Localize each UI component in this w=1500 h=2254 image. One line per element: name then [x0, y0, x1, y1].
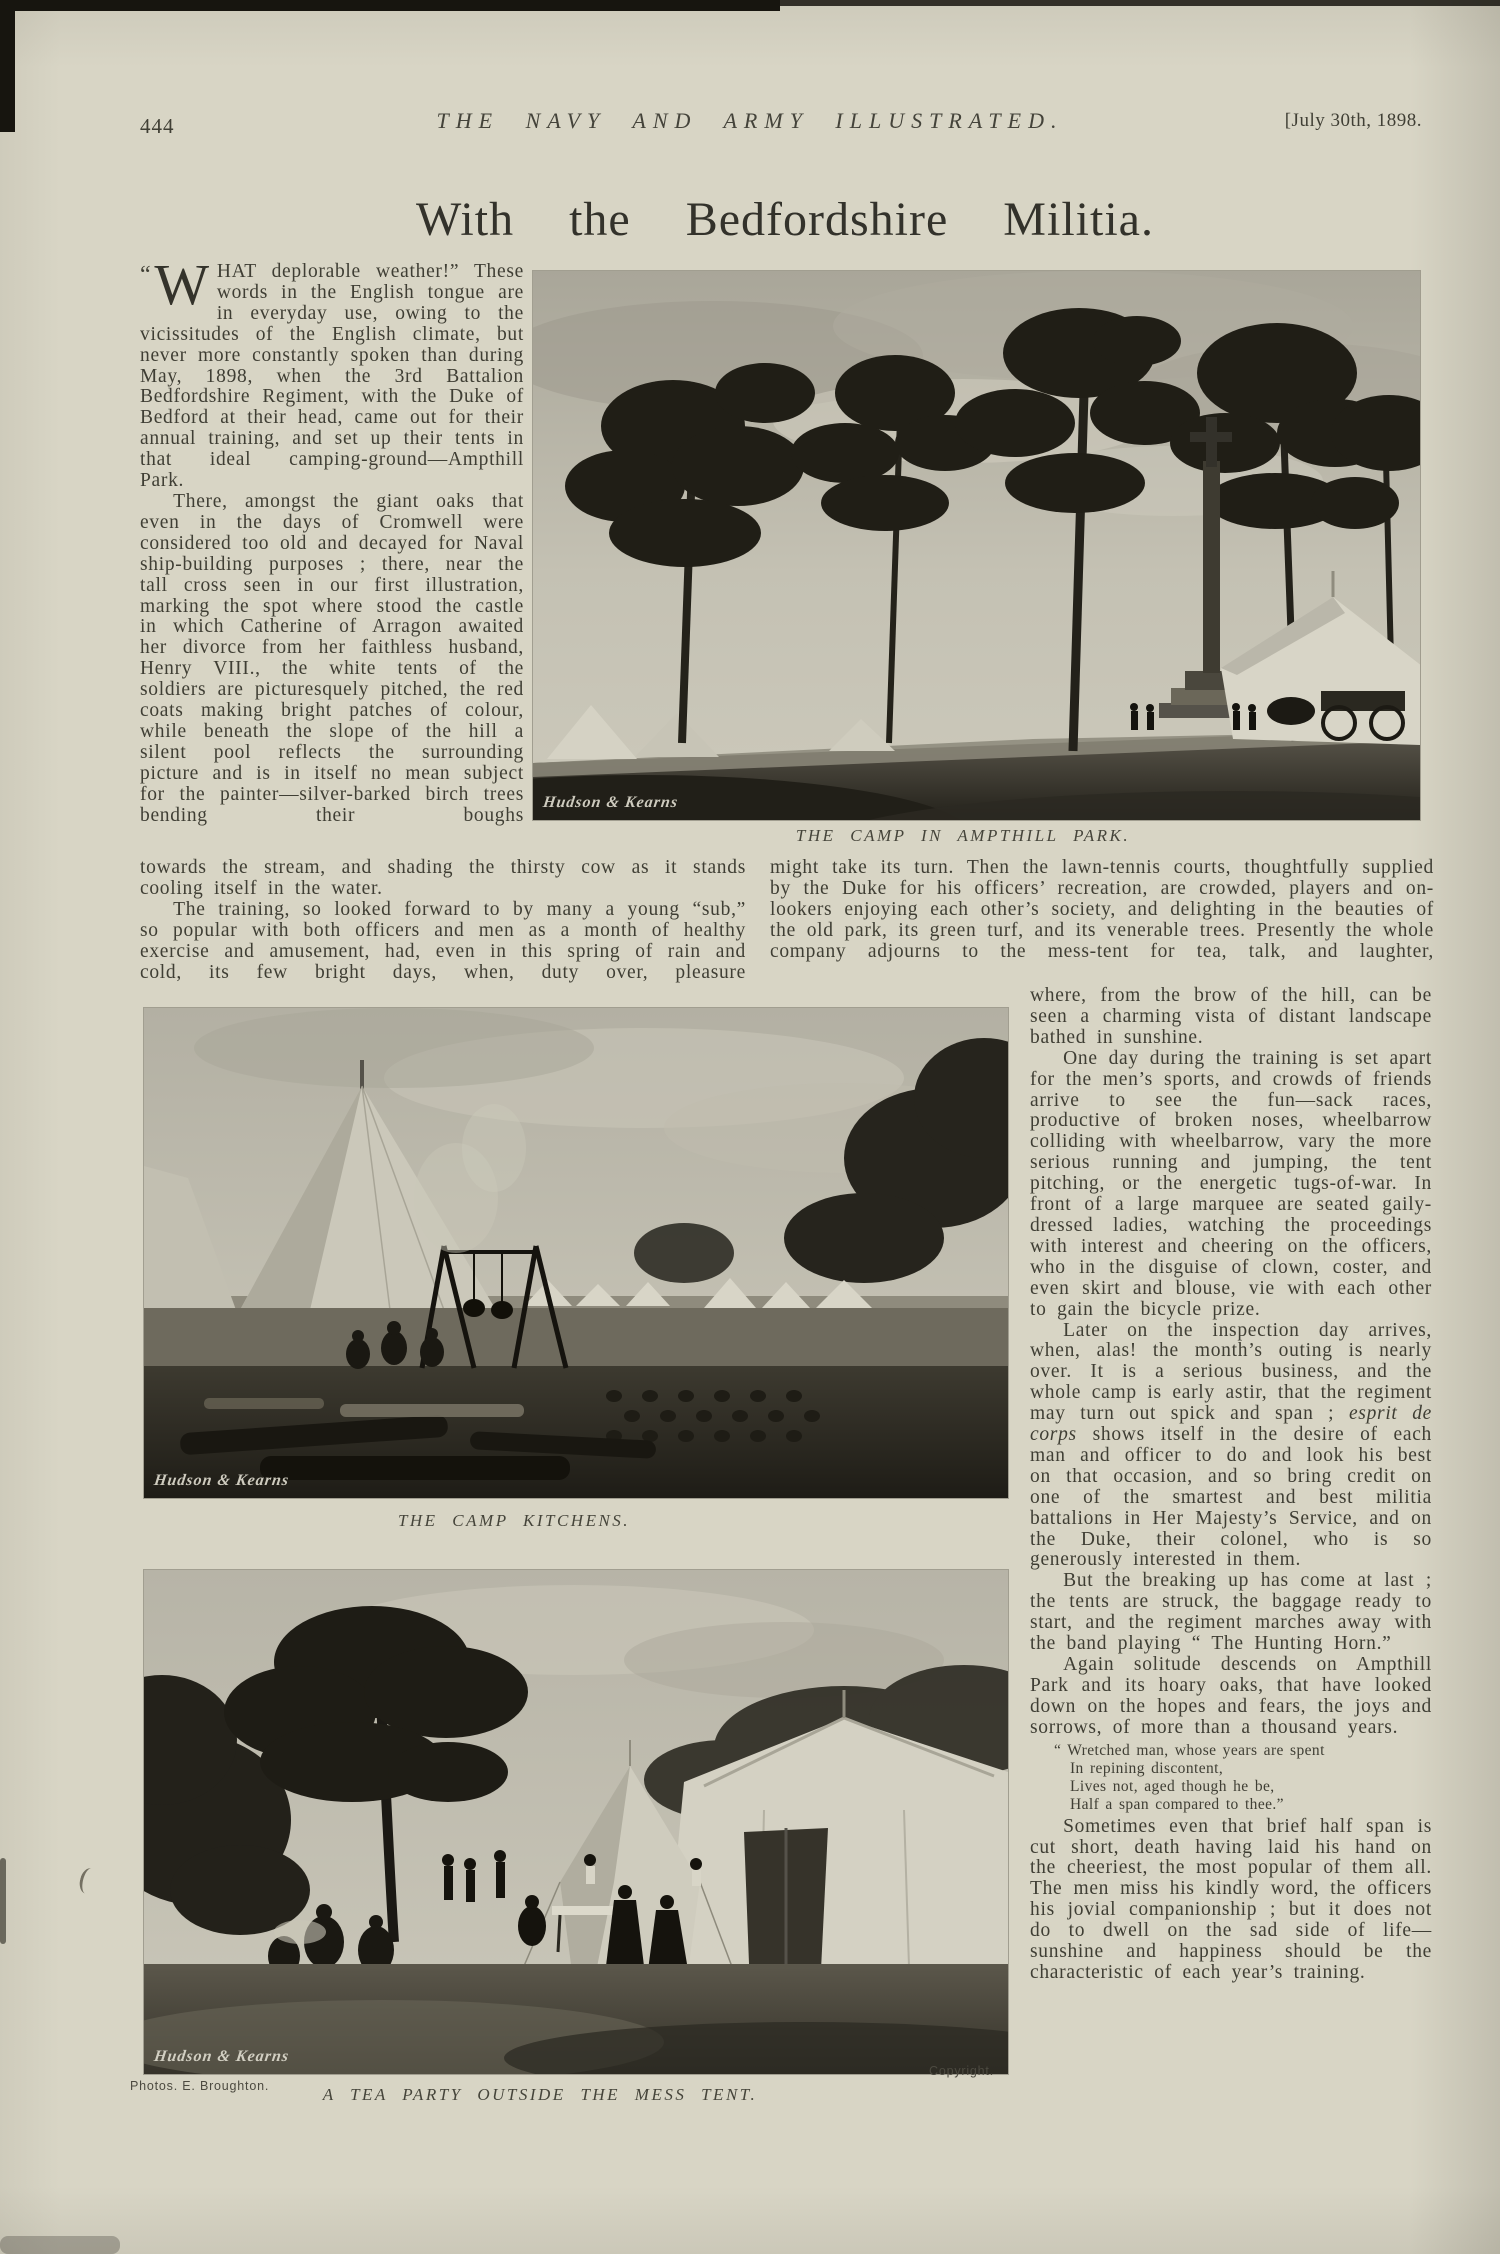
- opening-quote: “: [140, 262, 152, 288]
- article-paragraph: where, from the brow of the hill, can be seen a charming vista of distant landscape bathed in sunshine.: [1030, 985, 1432, 1048]
- drop-cap: W: [154, 252, 210, 317]
- article-column-left: [140, 252, 524, 826]
- photographer-watermark: Hudson & Kearns: [541, 794, 680, 811]
- article-paragraph: Again solitude descends on Ampthill Park and its hoary oaks, that have looked down on the hopes and fears, the joys and sorrows, of more than a thousand years.: [1030, 1654, 1432, 1738]
- article-paragraph: [1030, 1321, 1432, 1572]
- article-paragraph: towards the stream, and shading the thirsty cow as it stands cooling itself in the water.: [140, 857, 746, 899]
- article-paragraph: [140, 252, 524, 492]
- scan-artifact-left-smudge: [0, 1858, 6, 1944]
- poem-line: Lives not, aged though he be,: [1070, 1777, 1275, 1795]
- article-paragraph: The training, so looked forward to by many a young “sub,” so popular with both officers and men as a month of healthy exercise and amusement, had, even in this spring of rain and cold, its few bright days, when, duty over, pleasure: [140, 898, 746, 983]
- photographer-watermark: Hudson & Kearns: [152, 1472, 291, 1489]
- photo-tea-party: [144, 1570, 1008, 2074]
- photo-camp-in-ampthill-park: [533, 271, 1420, 820]
- paragraph-text: shows itself in the desire of each man and officer to do and look his best on that occasion, and so bring credit on one of the smartest and best militia battalions in Her Majesty’s Service, and on the Duke, their colonel, who is so generously interested in them.: [1030, 1424, 1432, 1571]
- scan-artifact-pen-mark: [77, 1866, 100, 1895]
- issue-date: [July 30th, 1898.: [1284, 110, 1422, 131]
- scan-artifact-left-edge: [0, 0, 15, 132]
- poem-line: Half a span compared to thee.”: [1070, 1795, 1284, 1813]
- article-paragraph: might take its turn. Then the lawn-tennis courts, thoughtfully supplied by the Duke for his officers’ recreation, are crowded, players and on-lookers enjoying each other’s society, and delighting in the beauties of the old park, its green turf, and its venerable trees. Presently the whole company adjourns to the mess-tent for tea, talk, and laughter,: [770, 857, 1434, 962]
- photographer-credit: Photos. E. Broughton.: [130, 2079, 270, 2093]
- scan-artifact-top-edge-right: [760, 0, 1500, 6]
- photo-camp-kitchens: [144, 1008, 1008, 1498]
- copyright-notice: Copyright.: [929, 2064, 994, 2078]
- article-block-lower-left: [140, 858, 746, 983]
- article-block-lower-right: [770, 858, 1434, 963]
- photo-tea-party-scene: [144, 1570, 1008, 2074]
- paragraph-text: HAT deplorable weather!” These words in the English tongue are in everyday use, owing to the vicissitudes of the English climate, but never more constantly spoken than during May, 1898, when the 3rd Battalion Bedfordshire Regiment, with the Duke of Bedford at their head, came out for their annual training, and set up their tents in that ideal camping-ground—Ampthill Park.: [140, 261, 524, 492]
- journal-title: THE NAVY AND ARMY ILLUSTRATED.: [436, 108, 1064, 133]
- quoted-poem: [1054, 1742, 1432, 1814]
- photo-camp-scene: [533, 271, 1420, 820]
- paragraph-text: Later on the inspection day arrives, when, alas! the month’s outing is nearly over. It is a serious business, and the whole camp is early astir, that the regiment may turn out spick and span ;: [1030, 1319, 1432, 1425]
- photographer-watermark: Hudson & Kearns: [152, 2048, 291, 2065]
- photo-caption: THE CAMP IN AMPTHILL PARK.: [795, 826, 1131, 845]
- article-paragraph: One day during the training is set apart for the men’s sports, and crowds of friends arrive to see the fun—sack races, productive of broken noses, wheelbarrow colliding with wheelbarrow, vary the more serious running and jumping, the tent pitching, or the energetic tugs-of-war. In front of a large marquee are seated gaily-dressed ladies, watching the proceedings with interest and cheering on the officers, who in the disguise of clown, coster, and even skirt and blouse, vie with each other to gain the bicycle prize.: [1030, 1047, 1432, 1320]
- scan-artifact-bottom-smudge: [0, 2236, 120, 2254]
- photo-kitchens-scene: [144, 1008, 1008, 1498]
- article-headline: With the Bedfordshire Militia.: [416, 193, 1154, 246]
- esprit-de-corps-italic: esprit de corps: [1030, 1403, 1432, 1446]
- photo-caption: A TEA PARTY OUTSIDE THE MESS TENT.: [322, 2085, 758, 2104]
- page-number: 444: [140, 114, 175, 138]
- article-paragraph: But the breaking up has come at last ; the tents are struck, the baggage ready to start, and the regiment marches away with the band playing “ The Hunting Horn.”: [1030, 1570, 1432, 1655]
- poem-line: In repining discontent,: [1070, 1759, 1224, 1777]
- article-paragraph: Sometimes even that brief half span is cut short, death having laid his hand on the cheeriest, the most popular of them all. The men miss his kindly word, the officers his jovial companionship ; but it does not do to dwell on the sad side of life—sunshine and happiness should be the characteristic of each year’s training.: [1030, 1815, 1432, 1983]
- midground: [144, 1308, 1008, 1372]
- article-column-right: [1030, 986, 1432, 1984]
- photo-caption: THE CAMP KITCHENS.: [397, 1511, 631, 1530]
- poem-line: “ Wretched man, whose years are spent: [1054, 1741, 1325, 1759]
- article-paragraph: There, amongst the giant oaks that even in the days of Cromwell were considered too old and decayed for Naval ship-building purposes ; there, near the tall cross seen in our first illustration, marking the spot where stood the castle in which Catherine of Arragon awaited her divorce from her faithless husband, Henry VIII., the white tents of the soldiers are picturesquely pitched, the red coats making bright patches of colour, while beneath the slope of the hill a silent pool reflects the surrounding picture and is in itself no mean subject for the painter—silver-barked birch trees bending their boughs: [140, 490, 524, 826]
- scan-artifact-top-edge: [0, 0, 780, 11]
